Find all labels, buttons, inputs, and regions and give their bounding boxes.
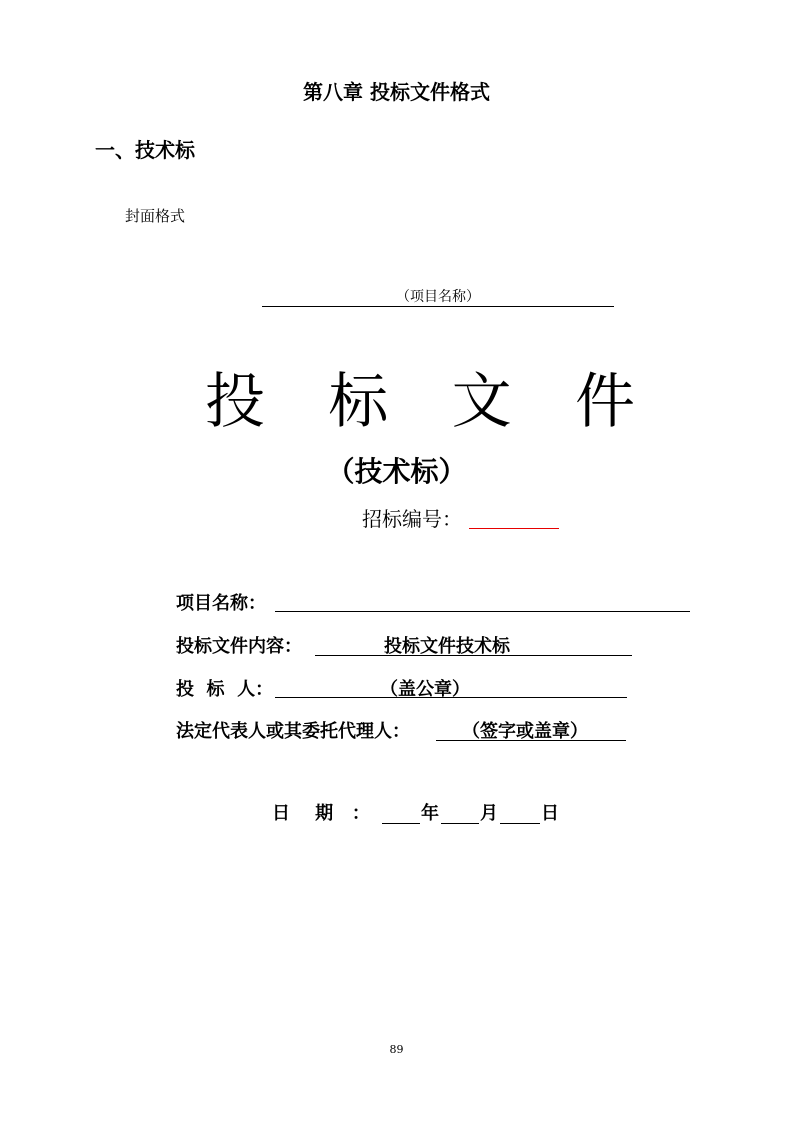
- page-number: 89: [389, 1043, 404, 1056]
- chapter-title: 第八章 投标文件格式: [303, 80, 490, 104]
- title-char: 投: [205, 367, 265, 437]
- date-label: 日 期 ：: [272, 803, 370, 824]
- project-name-label: 项目名称：: [176, 593, 266, 614]
- year-blank: [382, 823, 420, 824]
- representative-value: （签字或盖章）: [462, 721, 588, 742]
- section-heading: 一、技术标: [95, 138, 195, 162]
- month-label: 月: [480, 803, 498, 824]
- cover-subtitle: （技术标）: [326, 455, 467, 488]
- bidder-value: （盖公章）: [380, 679, 470, 700]
- representative-label: 法定代表人或其委托代理人：: [176, 721, 410, 742]
- year-label: 年: [421, 803, 439, 824]
- project-name-placeholder: （项目名称）: [396, 289, 480, 305]
- tender-number-blank: [469, 528, 559, 529]
- bidder-label: 投 标 人：: [176, 679, 274, 700]
- content-value: 投标文件技术标: [384, 636, 510, 657]
- cover-format-label: 封面格式: [125, 207, 186, 225]
- project-name-blank: [275, 611, 690, 612]
- project-name-placeholder-line: [262, 288, 614, 307]
- day-label: 日: [541, 803, 559, 824]
- title-char: 件: [574, 367, 635, 437]
- title-char: 文: [451, 367, 512, 437]
- content-label: 投标文件内容：: [176, 636, 302, 657]
- title-char: 标: [328, 367, 389, 437]
- month-blank: [441, 823, 479, 824]
- cover-main-title: [205, 362, 635, 442]
- day-blank: [500, 823, 540, 824]
- tender-number-label: 招标编号：: [362, 507, 462, 531]
